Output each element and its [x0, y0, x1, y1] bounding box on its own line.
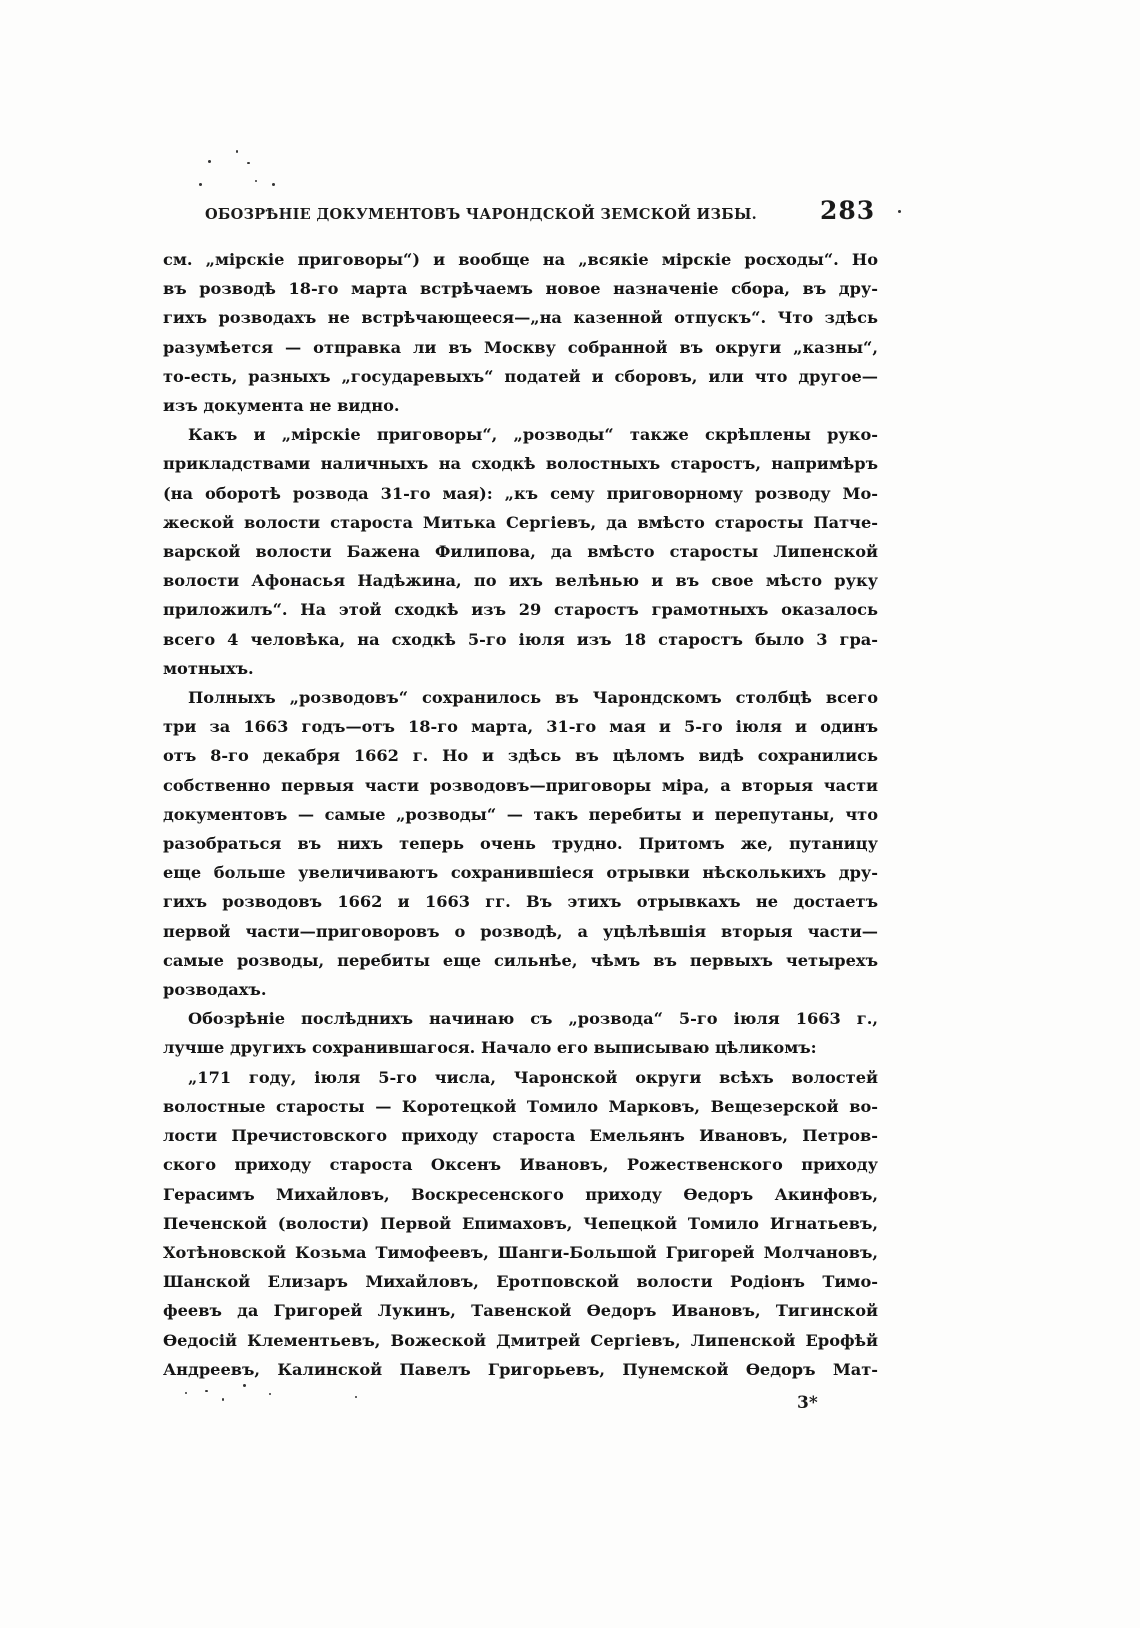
text-line: Обозрѣніе послѣднихъ начинаю съ „розвода“ 5-го іюля 1663 г.,	[188, 1009, 878, 1029]
text-line: изъ документа не видно.	[163, 396, 400, 416]
text-line: варской волости Бажена Филипова, да вмѣсто старосты Липенской	[163, 542, 878, 562]
print-speck	[185, 1392, 187, 1394]
text-line: Полныхъ „розводовъ“ сохранилось въ Чарондскомъ столбцѣ всего	[188, 688, 878, 708]
signature-mark: 3*	[797, 1393, 818, 1413]
text-line: лучше другихъ сохранившагося. Начало его выписываю цѣликомъ:	[163, 1038, 817, 1058]
text-line: разумѣется — отправка ли въ Москву собранной въ округи „казны“,	[163, 337, 878, 357]
text-line: феевъ да Григорей Лукинъ, Тавенской Ѳедоръ Ивановъ, Тигинской	[163, 1301, 878, 1321]
text-line: первой части—приговоровъ о розводѣ, а уцѣлѣвшія вторыя части—	[163, 921, 878, 941]
text-line: волости Афонасья Надѣжина, по ихъ велѣнью и въ свое мѣсто руку	[163, 571, 878, 591]
text-line: гихъ розводовъ 1662 и 1663 гг. Въ этихъ отрывкахъ не достаетъ	[163, 892, 878, 912]
text-line: гихъ розводахъ не встрѣчающееся—„на казенной отпускъ“. Что здѣсь	[163, 308, 878, 328]
text-line: разобраться въ нихъ теперь очень трудно. Притомъ же, путаницу	[163, 834, 878, 854]
text-line: самые розводы, перебиты еще сильнѣе, чѣмъ въ первыхъ четырехъ	[163, 950, 878, 970]
print-speck	[205, 1390, 208, 1392]
text-line: Какъ и „мірскіе приговоры“, „розводы“ также скрѣплены руко-	[188, 425, 878, 445]
running-header	[205, 196, 905, 230]
text-line: волостные старосты — Коротецкой Томило Марковъ, Вещезерской во-	[163, 1096, 878, 1116]
text-line: ского приходу староста Оксенъ Ивановъ, Рожественского приходу	[163, 1155, 878, 1175]
text-line: приложилъ“. На этой сходкѣ изъ 29 старостъ грамотныхъ оказалось	[163, 600, 878, 620]
text-line: жеской волости староста Митька Сергіевъ, да вмѣсто старосты Патче-	[163, 512, 878, 532]
text-line: то-есть, разныхъ „государевыхъ“ податей и сборовъ, или что другое—	[163, 366, 878, 386]
print-speck	[255, 180, 257, 182]
print-speck	[208, 160, 211, 163]
print-speck	[355, 1396, 357, 1398]
text-line: Ѳедосій Клементьевъ, Вожеской Дмитрей Сергіевъ, Липенской Ерофѣй	[163, 1330, 878, 1350]
text-line: въ розводѣ 18-го марта встрѣчаемъ новое назначеніе сбора, въ дру-	[163, 279, 878, 299]
text-line: собственно первыя части розводовъ—приговоры міра, а вторыя части	[163, 775, 878, 795]
text-line: Хотѣновской Козьма Тимофеевъ, Шанги-Большой Григорей Молчановъ,	[163, 1242, 878, 1262]
text-line: лости Пречистовского приходу староста Емельянъ Ивановъ, Петров-	[163, 1126, 878, 1146]
print-speck	[247, 162, 250, 164]
text-line: Герасимъ Михайловъ, Воскресенского приходу Ѳедоръ Акинфовъ,	[163, 1184, 878, 1204]
print-speck	[236, 150, 238, 153]
text-line: розводахъ.	[163, 980, 267, 1000]
print-speck	[269, 1393, 271, 1395]
text-line: всего 4 человѣка, на сходкѣ 5-го іюля изъ 18 старостъ было 3 гра-	[163, 629, 878, 649]
print-speck	[199, 183, 202, 186]
text-line: см. „мірскіе приговоры“) и вообще на „всякіе мірскіе росходы“. Но	[163, 250, 878, 269]
text-line: еще больше увеличиваютъ сохранившіеся отрывки нѣсколькихъ дру-	[163, 863, 878, 883]
text-line: прикладствами наличныхъ на сходкѣ волостныхъ старостъ, напримѣръ	[163, 454, 878, 474]
print-speck	[222, 1398, 224, 1401]
text-line: документовъ — самые „розводы“ — такъ перебиты и перепутаны, что	[163, 804, 878, 824]
print-speck	[272, 183, 275, 186]
text-line: (на оборотѣ розвода 31-го мая): „къ сему приговорному розводу Мо-	[163, 483, 878, 503]
text-line: „171 году, іюля 5-го числа, Чаронской округи всѣхъ волостей	[188, 1067, 878, 1087]
header-title: ОБОЗРѢНІЕ ДОКУМЕНТОВЪ ЧАРОНДСКОЙ ЗЕМСКОЙ ИЗБЫ.	[205, 206, 758, 223]
print-speck	[243, 1384, 246, 1387]
text-line: Печенской (волости) Первой Епимаховъ, Чепецкой Томило Игнатьевъ,	[163, 1213, 878, 1233]
text-line: Шанской Елизаръ Михайловъ, Еротповской волости Родіонъ Тимо-	[163, 1272, 878, 1292]
page-number: 283	[820, 196, 876, 225]
body-text	[163, 245, 878, 1384]
text-line: мотныхъ.	[163, 658, 254, 678]
text-line: отъ 8-го декабря 1662 г. Но и здѣсь въ цѣломъ видѣ сохранились	[163, 746, 878, 766]
text-line: Андреевъ, Калинской Павелъ Григорьевъ, Пунемской Ѳедоръ Мат-	[163, 1359, 878, 1379]
text-line: три за 1663 годъ—отъ 18-го марта, 31-го мая и 5-го іюля и одинъ	[163, 717, 878, 737]
